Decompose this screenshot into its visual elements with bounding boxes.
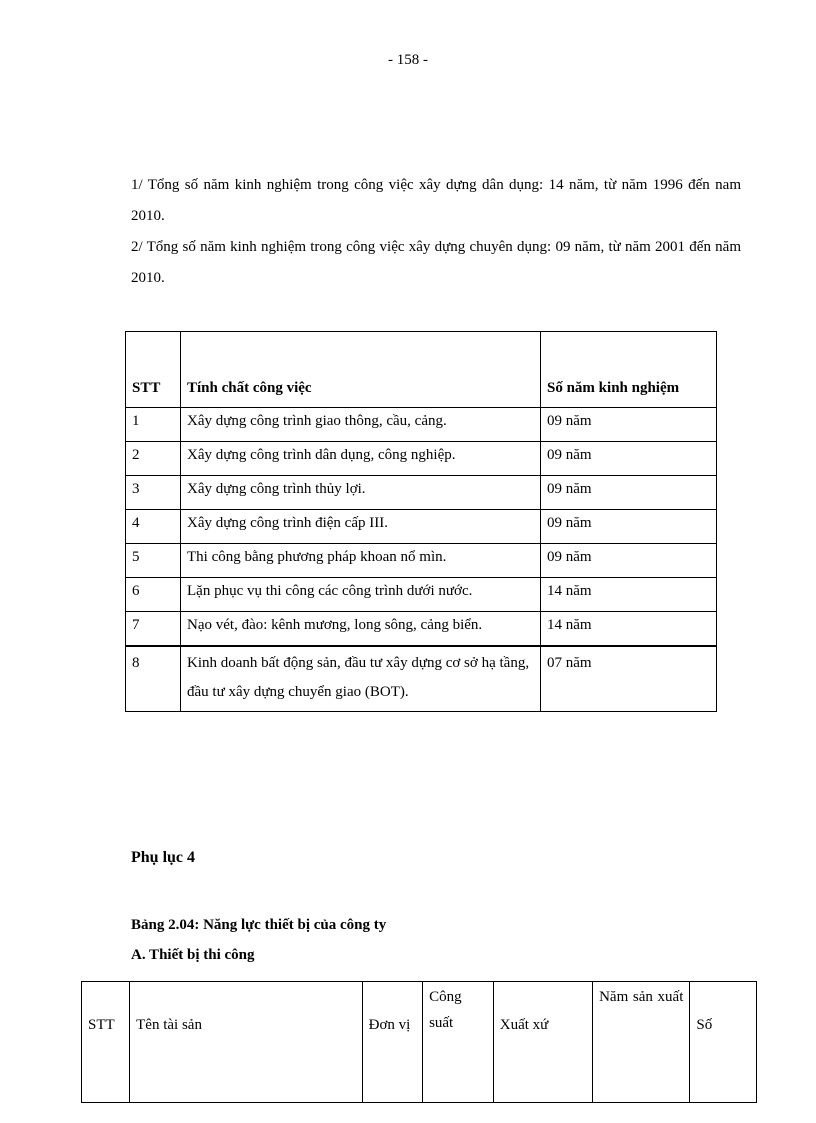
cell-years: 09 năm [541,510,717,544]
cell-years: 07 năm [541,646,717,712]
table-row [126,578,717,612]
header-stt: STT [126,332,181,408]
equipment-table [81,981,757,1103]
header-asset-name: Tên tài sản [130,982,363,1103]
cell-stt: 2 [126,442,181,476]
cell-years: 09 năm [541,408,717,442]
table-row [126,476,717,510]
cell-work-type: Thi công bằng phương pháp khoan nổ mìn. [181,544,541,578]
section-heading: A. Thiết bị thi công [131,947,255,963]
table-row [126,646,717,712]
cell-work-type: Kinh doanh bất động sản, đầu tư xây dựng cơ sở hạ tầng, đầu tư xây dựng chuyển giao (BOT). [181,646,541,712]
table-row [126,612,717,647]
cell-years: 14 năm [541,578,717,612]
table-header-row [82,982,757,1103]
cell-work-type: Xây dựng công trình giao thông, cầu, cảng. [181,408,541,442]
table-row [126,442,717,476]
table-header-row [126,332,717,408]
equipment-table-container [81,981,757,1033]
experience-table [125,331,717,712]
table-row [126,544,717,578]
header-origin: Xuất xứ [493,982,592,1103]
table-row [126,408,717,442]
cell-stt: 4 [126,510,181,544]
header-work-type: Tính chất công việc [181,332,541,408]
cell-stt: 7 [126,612,181,647]
header-unit: Đơn vị [362,982,422,1103]
header-year-made: Năm sản xuất [593,982,690,1103]
header-years: Số năm kinh nghiệm [541,332,717,408]
cell-work-type: Xây dựng công trình thủy lợi. [181,476,541,510]
cell-stt: 1 [126,408,181,442]
paragraph-civil-experience: 1/ Tổng số năm kinh nghiệm trong công việc xây dựng dân dụng: 14 năm, từ năm 1996 đến nam 2010. [131,177,741,224]
page-number: - 158 - [388,52,428,68]
cell-work-type: Lặn phục vụ thi công các công trình dưới nước. [181,578,541,612]
cell-years: 09 năm [541,544,717,578]
header-stt: STT [82,982,130,1103]
header-capacity: Công suất [423,982,494,1103]
appendix-heading: Phụ lục 4 [131,849,196,866]
cell-work-type: Nạo vét, đào: kênh mương, long sông, cảng biển. [181,612,541,647]
paragraph-specialized-experience: 2/ Tổng số năm kinh nghiệm trong công việc xây dựng chuyên dụng: 09 năm, từ năm 2001 đến năm 2010. [131,239,741,286]
cell-work-type: Xây dựng công trình điện cấp III. [181,510,541,544]
table-row [126,510,717,544]
cell-stt: 3 [126,476,181,510]
table-caption: Bảng 2.04: Năng lực thiết bị của công ty [131,917,387,933]
cell-years: 09 năm [541,442,717,476]
cell-stt: 8 [126,646,181,712]
header-quantity: Số [690,982,757,1103]
cell-years: 14 năm [541,612,717,647]
cell-stt: 6 [126,578,181,612]
cell-stt: 5 [126,544,181,578]
cell-years: 09 năm [541,476,717,510]
cell-work-type: Xây dựng công trình dân dụng, công nghiệp. [181,442,541,476]
